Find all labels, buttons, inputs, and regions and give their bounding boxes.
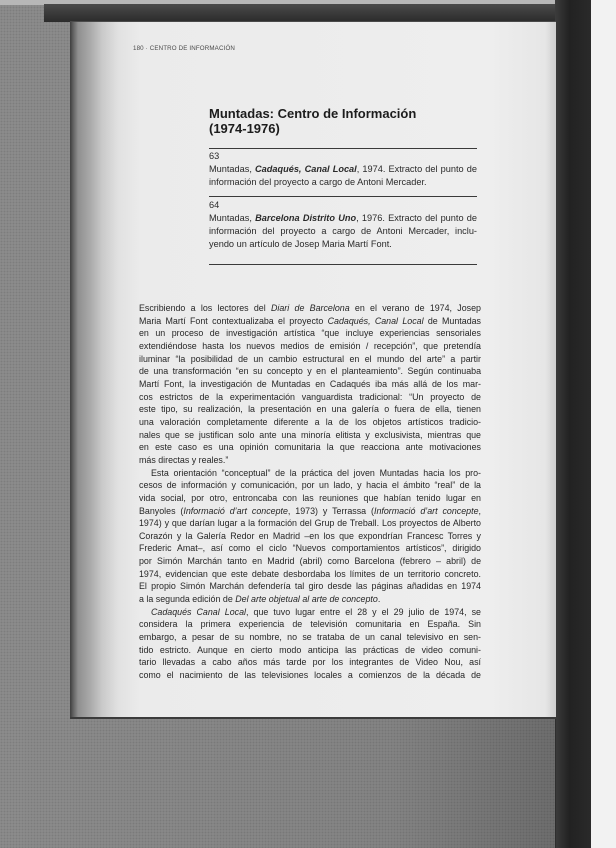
text-run: , 1976. Extracto del punto de [356, 213, 478, 223]
text-line [139, 606, 481, 619]
text-line: Martí Font, la investigación de Muntadas en Cadaqués iba más allá de los mar- [139, 378, 481, 389]
caption-text [209, 212, 477, 251]
text-run: , 1974. Extracto del punto de [356, 164, 477, 174]
text-line: embargo, a pesar de su nombre, no se trataba de un canal televisivo en sen- [139, 632, 481, 643]
scan-right-margin [591, 0, 616, 848]
text-line: por Simón Marchán tanto en Madrid (abril) como Barcelona (febrero – abril) de [139, 556, 481, 567]
text-line: nales que se justifican solo ante una minoría elitista y exclusivista, mientras que [139, 429, 481, 440]
text-line: iluminar “la posibilidad de un cambio estructural en el mundo del arte” a partir [139, 353, 481, 364]
paragraph [139, 606, 481, 682]
text-line: en este caso es una opinión comunitaria la que reacciona ante motivaciones [139, 442, 481, 453]
caption-rule [209, 264, 477, 265]
caption-line [209, 212, 477, 225]
text-run: , [478, 505, 481, 516]
text-line: tido estricto. Aunque en cierto modo anticipa las prácticas de video comuni- [139, 644, 481, 655]
text-line: 1974, evidencian que este debate desbordaba los límites de un territorio concreto. [139, 568, 481, 579]
text-line: tario llevadas a cabo años más tarde por los integrantes de Video Nou, así [139, 657, 481, 668]
text-line: como el nacimiento de las televisiones locales a comienzos de la década de [139, 670, 481, 681]
emphasized-text: Informació d’art concepte [373, 505, 479, 516]
emphasized-text: Informació d’art concepte [183, 505, 288, 516]
text-line [139, 593, 481, 606]
text-line: El propio Simón Marchán defendería tal giro desde las páginas añadidas en 1974 [139, 581, 481, 592]
caption-rule [209, 196, 477, 197]
emphasized-text: Diari de Barcelona [270, 303, 350, 313]
text-line: una valoración completamente diferente a la de los objetos artísticos tradicio- [139, 416, 481, 427]
text-run: de Muntadas [423, 315, 481, 326]
scan-bottom-area [0, 718, 556, 848]
text-line: considera la primera experiencia de televisión comunitaria en España. Sin [139, 619, 481, 630]
text-run: Escribiendo a los lectores del [139, 303, 271, 313]
text-run: . [377, 594, 381, 605]
figure-caption [209, 150, 477, 189]
emphasized-text: Cadaqués, Canal Local [255, 164, 357, 174]
caption-line: información del proyecto a cargo de Antoni Mercader. [209, 177, 427, 187]
caption-text [209, 163, 477, 189]
text-line [139, 315, 481, 328]
text-line: Corazón y la Galería Redor en Madrid –en los que expondrían Francesc Torres y [139, 530, 481, 541]
title-line: (1974-1976) [209, 121, 280, 136]
text-line [139, 302, 481, 315]
text-run: Muntadas, [209, 164, 256, 174]
text-run: , 1973) y Terrassa ( [287, 505, 374, 516]
text-line: este tipo, su realización, la presentación en una galería o fuera de ella, tienen [139, 404, 481, 415]
text-run: Maria Martí Font contextualizaba el proyecto [139, 315, 328, 326]
emphasized-text: Del arte objetual al arte de concepto [235, 594, 378, 605]
text-line: de una transformación “en su concepto y en el planteamiento”. Según continuaba [139, 366, 481, 377]
caption-line: yendo un artículo de Josep Maria Martí Font. [209, 239, 392, 249]
text-line: cos estrictos de la experimentación vanguardista tradicional: “Un proyecto de [139, 391, 481, 402]
scan-right-shadow-strip [555, 0, 591, 848]
text-run: Muntadas, [209, 213, 256, 223]
scan-top-shadow-band [44, 4, 564, 22]
text-line: Esta orientación “conceptual” de la práctica del joven Muntadas hacia los pro- [151, 467, 481, 478]
body-text [139, 302, 481, 682]
text-line: más directas y reales.” [139, 454, 229, 465]
text-line: en un proceso de investigación artística “que incluye experiencias sensoriales [139, 328, 481, 339]
emphasized-text: Cadaqués, Canal Local [327, 315, 424, 326]
title-line: Muntadas: Centro de Información [209, 106, 417, 121]
text-line: vida social, por otro, entroncaba con las reuniones que habían tenido lugar en [139, 492, 481, 503]
text-line [139, 505, 481, 518]
title-rule [209, 148, 477, 149]
figure-number: 64 [209, 200, 220, 210]
text-run: , que tuvo lugar entre el 28 y el 29 julio de 1974, se [245, 606, 481, 617]
text-line: extendiéndose hasta los nuevos medios de emisión / recepción”, que pretendía [139, 340, 481, 351]
text-line: cesos de información y comunicación, por un lado, y hacia el ámbito “real” de la [139, 480, 481, 491]
text-run: a la segunda edición de [139, 594, 236, 605]
caption-line: información del proyecto a cargo de Antoni Mercader, inclu- [209, 226, 477, 236]
caption-line [209, 163, 477, 176]
text-line: Frederic Amat–, así como el ciclo “Nuevos comportamientos artísticos”, dirigido [139, 543, 481, 554]
paragraph [139, 302, 481, 467]
text-run: en el verano de 1974, Josep [349, 303, 481, 313]
running-head: 180 · CENTRO DE INFORMACIÓN [133, 45, 236, 52]
emphasized-text: Barcelona Distrito Uno [255, 213, 357, 223]
figure-caption [209, 199, 477, 251]
figure-number: 63 [209, 151, 220, 161]
emphasized-text: Cadaqués Canal Local [151, 606, 246, 617]
text-run: Banyoles ( [139, 505, 184, 516]
text-line: 1974) y que darían lugar a la formación del Grup de Treball. Los proyectos de Alberto [139, 518, 481, 529]
chapter-title [209, 106, 416, 136]
paragraph [139, 467, 481, 606]
